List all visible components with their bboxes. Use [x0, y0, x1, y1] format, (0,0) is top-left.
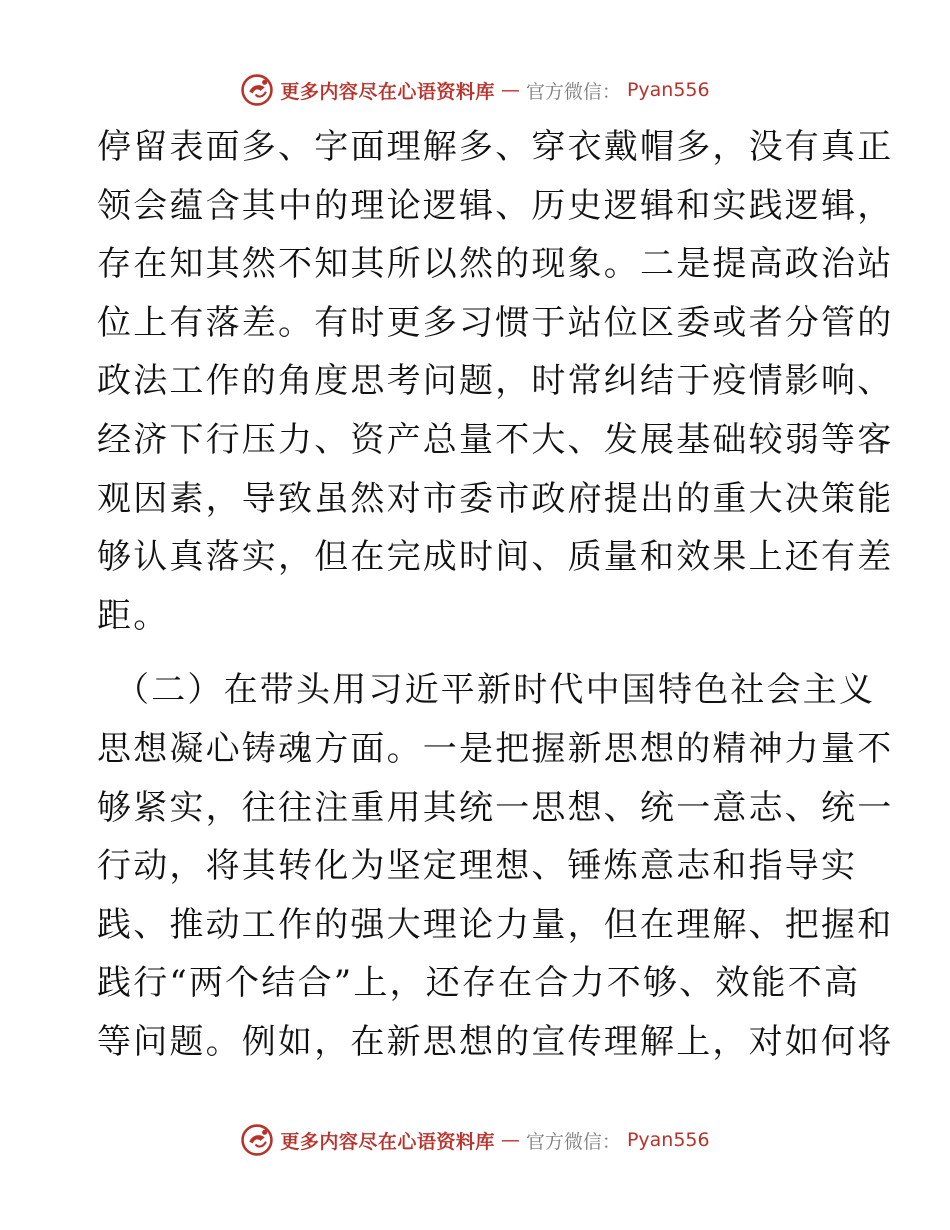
text-line: 位上有落差。有时更多习惯于站位区委或者分管的	[97, 302, 894, 343]
text-line: 距。	[97, 595, 170, 636]
document-body	[97, 118, 894, 1072]
banner-wechat-id: Pyan556	[626, 1129, 710, 1151]
paragraph-2	[97, 661, 894, 1071]
text-line: 经济下行压力、资产总量不大、发展基础较弱等客	[97, 419, 894, 460]
banner-main-text: 更多内容尽在心语资料库	[280, 80, 495, 103]
banner-separator: —	[500, 1129, 520, 1151]
text-line: 等问题。例如，在新思想的宣传理解上，对如何将	[97, 1021, 894, 1062]
paragraph-1	[97, 118, 894, 645]
text-line: 领会蕴含其中的理论逻辑、历史逻辑和实践逻辑，	[97, 185, 894, 226]
banner-wechat-label: 官方微信：	[525, 80, 621, 103]
handshake-heart-logo-icon	[240, 1123, 274, 1157]
text-line: 践行“两个结合”上，还存在合力不够、效能不高	[97, 963, 861, 1004]
text-line: 观因素，导致虽然对市委市政府提出的重大决策能	[97, 478, 894, 519]
paragraph-spacer	[97, 645, 852, 661]
banner-wechat-id: Pyan556	[626, 79, 710, 101]
header-banner	[0, 70, 950, 110]
banner-main-text: 更多内容尽在心语资料库	[280, 1130, 495, 1153]
text-line: 够紧实，往往注重用其统一思想、统一意志、统一	[97, 787, 894, 828]
banner-separator: —	[500, 79, 520, 101]
text-line: 思想凝心铸魂方面。一是把握新思想的精神力量不	[97, 728, 894, 769]
text-line: 够认真落实，但在完成时间、质量和效果上还有差	[97, 537, 894, 578]
text-line: 政法工作的角度思考问题，时常纠结于疫情影响、	[97, 361, 894, 402]
banner-wechat-label: 官方微信：	[525, 1130, 621, 1153]
text-line: （二）在带头用习近平新时代中国特色社会主义	[115, 670, 876, 711]
text-line: 存在知其然不知其所以然的现象。二是提高政治站	[97, 244, 894, 285]
footer-banner	[0, 1120, 950, 1160]
handshake-heart-logo-icon	[240, 73, 274, 107]
text-line: 践、推动工作的强大理论力量，但在理解、把握和	[97, 904, 894, 945]
text-line: 停留表面多、字面理解多、穿衣戴帽多，没有真正	[97, 127, 894, 167]
text-line: 行动，将其转化为坚定理想、锤炼意志和指导实	[97, 846, 858, 887]
